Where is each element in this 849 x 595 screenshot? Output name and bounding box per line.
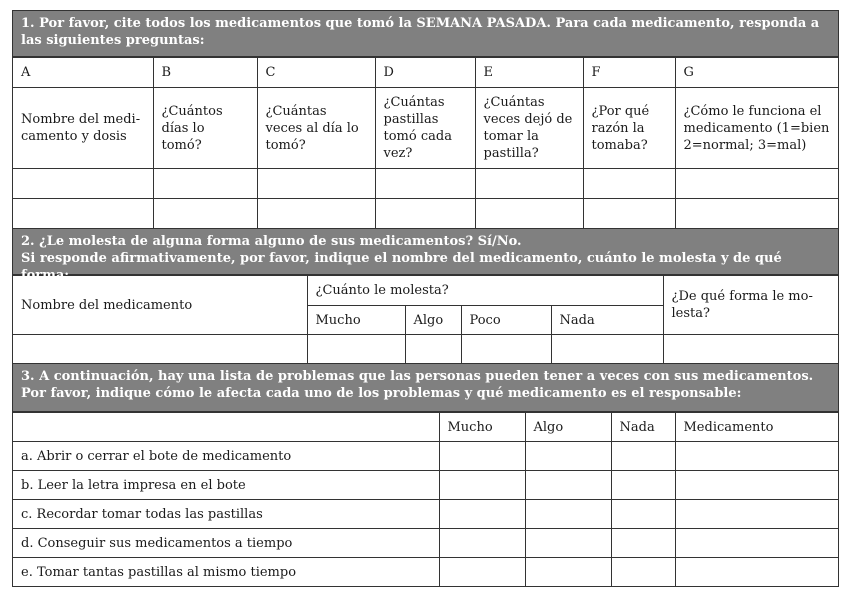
column-header: Medicamento [675,413,838,442]
answer-cell[interactable] [13,169,153,199]
questionnaire-form [12,10,839,587]
answer-cell[interactable] [525,471,611,500]
problem-label: a. Abrir o cerrar el bote de medicamento [13,442,439,471]
questions-row [13,88,838,169]
column-letter: G [675,58,838,88]
answer-cell[interactable] [475,169,583,199]
level-header: Nada [551,306,663,335]
answer-row [13,169,838,199]
column-letter: D [375,58,475,88]
column-header: Algo [525,413,611,442]
answer-cell[interactable] [375,199,475,229]
column-letter: F [583,58,675,88]
answer-cell[interactable] [405,335,461,364]
column-letter: B [153,58,257,88]
medication-name-header: Nombre del medicamento [13,276,307,335]
answer-cell[interactable] [611,471,675,500]
level-header: Mucho [307,306,405,335]
answer-cell[interactable] [525,558,611,587]
column-header: Mucho [439,413,525,442]
answer-cell[interactable] [551,335,663,364]
question-header: ¿Cuántos días lo tomó? [153,88,257,169]
answer-cell[interactable] [439,500,525,529]
answer-cell[interactable] [675,500,838,529]
answer-cell[interactable] [675,471,838,500]
problem-row [13,529,838,558]
answer-cell[interactable] [439,529,525,558]
answer-cell[interactable] [439,558,525,587]
answer-cell[interactable] [611,558,675,587]
section-2-heading-line1: 2. ¿Le molesta de alguna forma alguno de sus medicamentos? Sí/No. [21,234,522,249]
column-letter: A [13,58,153,88]
answer-cell[interactable] [675,169,838,199]
question-header: ¿Cuántas pastillas tomó cada vez? [375,88,475,169]
section-2-heading-line2: Si responde afirmativamente, por favor, indique el nombre del medicamento, cuánto le molesta y de qué forma: [21,251,782,283]
answer-cell[interactable] [675,199,838,229]
problems-table [13,412,838,587]
answer-cell[interactable] [583,199,675,229]
answer-cell[interactable] [439,471,525,500]
section-2-heading [13,229,838,283]
problem-row [13,558,838,587]
letters-row [13,58,838,88]
answer-cell[interactable] [375,169,475,199]
question-header: ¿Cómo le funciona el medicamento (1=bien 2=normal; 3=mal) [675,88,838,169]
answer-cell[interactable] [611,500,675,529]
problem-label: e. Tomar tantas pastillas al mismo tiempo [13,558,439,587]
answer-cell[interactable] [153,199,257,229]
answer-cell[interactable] [13,199,153,229]
problem-row [13,442,838,471]
answer-cell[interactable] [611,442,675,471]
column-letter: C [257,58,375,88]
empty-header [13,413,439,442]
answer-cell[interactable] [525,442,611,471]
question-header: ¿Por qué razón la tomaba? [583,88,675,169]
problem-label: d. Conseguir sus medicamentos a tiempo [13,529,439,558]
question-header: ¿Cuántas veces dejó de tomar la pastilla? [475,88,583,169]
answer-cell[interactable] [525,500,611,529]
medications-table [13,57,838,229]
answer-cell[interactable] [675,442,838,471]
question-header: Nombre del medi-camento y dosis [13,88,153,169]
how-header: ¿De qué forma le mo-lesta? [663,276,838,335]
question-header: ¿Cuántas veces al día lo tomó? [257,88,375,169]
answer-cell[interactable] [583,169,675,199]
answer-cell[interactable] [461,335,551,364]
problem-row [13,471,838,500]
answer-row [13,199,838,229]
answer-cell[interactable] [525,529,611,558]
how-much-header: ¿Cuánto le molesta? [307,276,663,306]
section-3-heading: 3. A continuación, hay una lista de problemas que las personas pueden tener a veces con sus medicamentos. Por favor, indique cómo le afecta cada uno de los problemas y qué medicamento es el responsable: [13,364,838,412]
problems-header-row [13,413,838,442]
answer-cell[interactable] [307,335,405,364]
problem-label: b. Leer la letra impresa en el bote [13,471,439,500]
problem-label: c. Recordar tomar todas las pastillas [13,500,439,529]
column-letter: E [475,58,583,88]
column-header: Nada [611,413,675,442]
answer-cell[interactable] [439,442,525,471]
answer-cell[interactable] [475,199,583,229]
answer-cell[interactable] [663,335,838,364]
bother-table [13,275,838,364]
problem-row [13,500,838,529]
section-1-heading: 1. Por favor, cite todos los medicamentos que tomó la SEMANA PASADA. Para cada medicamento, responda a las siguientes preguntas: [13,11,838,57]
level-header: Poco [461,306,551,335]
answer-cell[interactable] [611,529,675,558]
answer-row [13,335,838,364]
answer-cell[interactable] [675,558,838,587]
answer-cell[interactable] [257,199,375,229]
answer-cell[interactable] [13,335,307,364]
answer-cell[interactable] [153,169,257,199]
level-header: Algo [405,306,461,335]
answer-cell[interactable] [257,169,375,199]
answer-cell[interactable] [675,529,838,558]
